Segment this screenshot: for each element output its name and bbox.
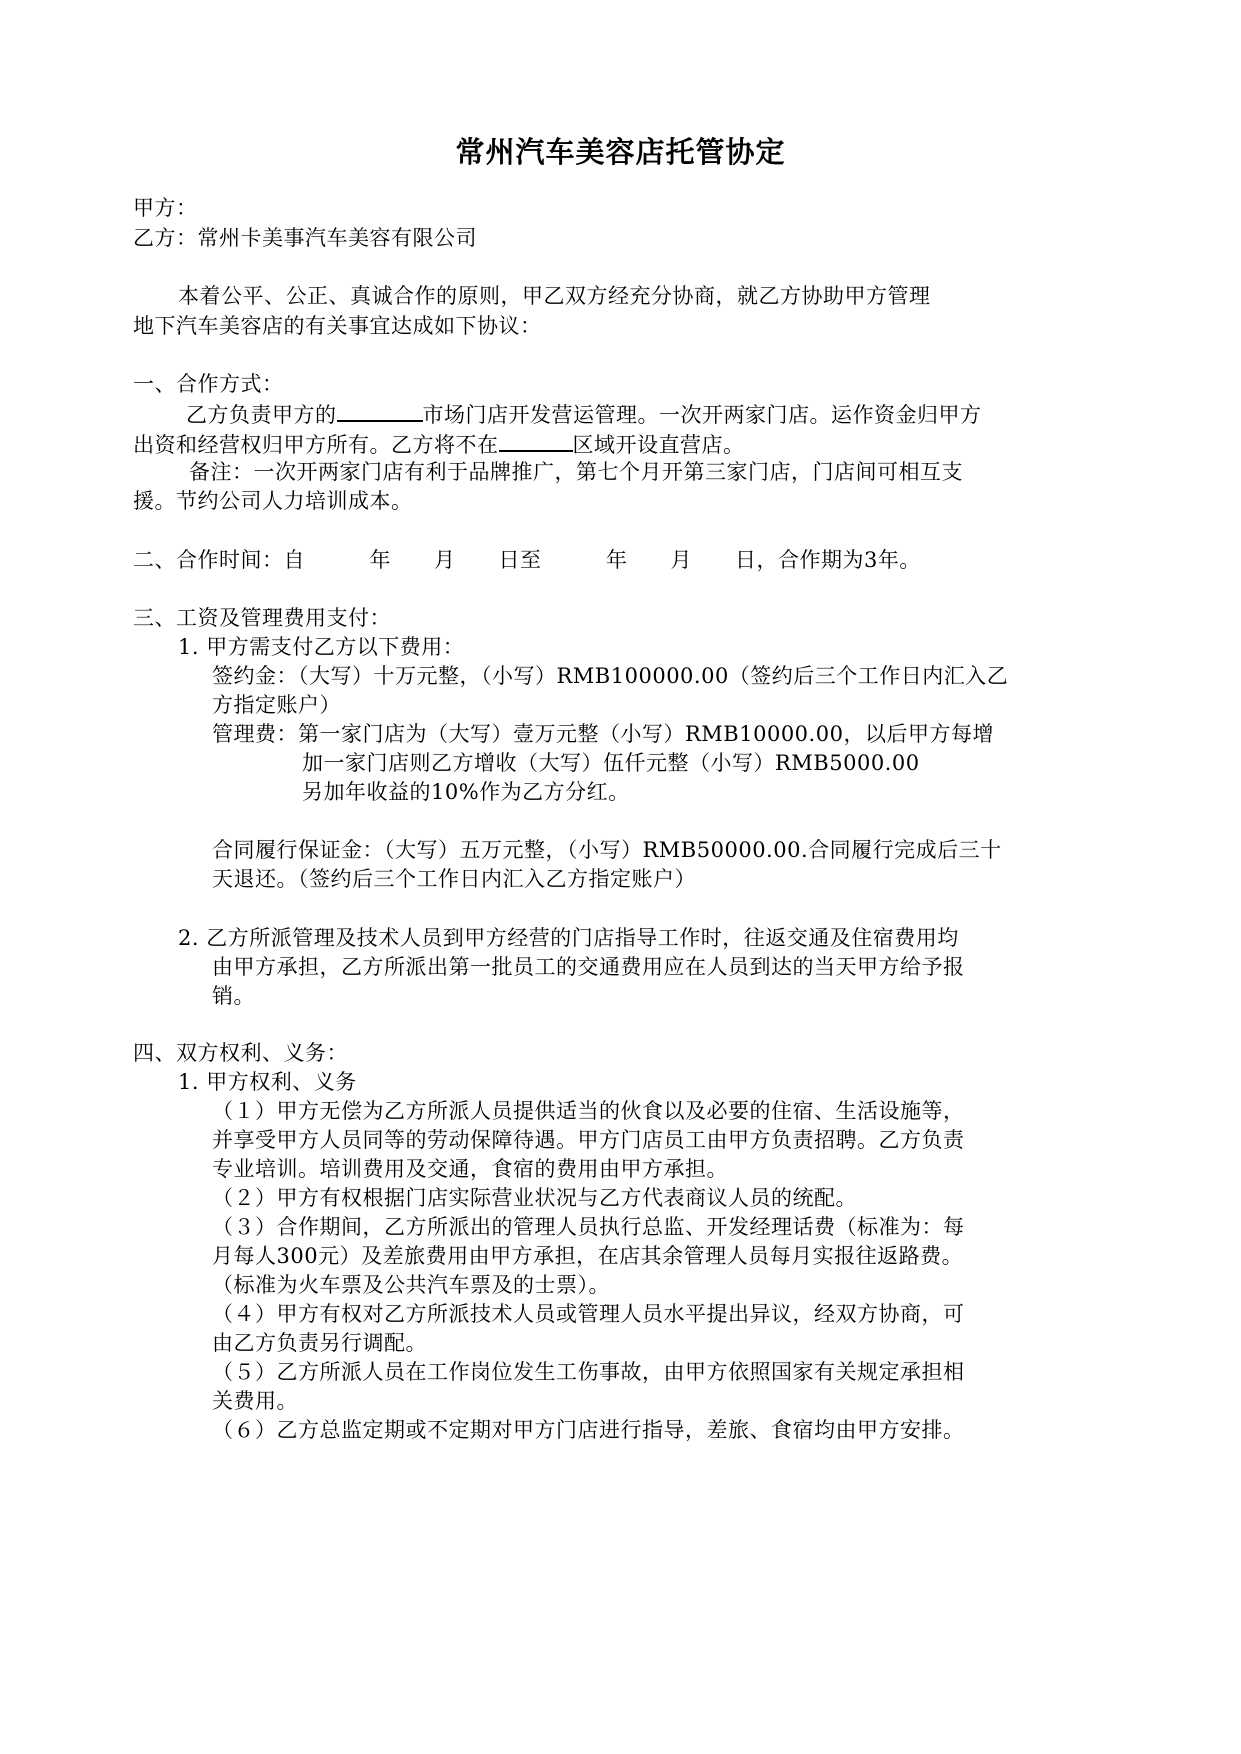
clause-3-line-3: （标准为火车票及公共汽车票及的士票）。 [212,1273,610,1297]
section-4-heading: 四、双方权利、义务： [133,1041,348,1065]
document-title: 常州汽车美容店托管协定 [455,135,786,169]
management-fee-line-3: 另加年收益的10%作为乙方分红。 [302,780,630,804]
clause-1-line-3: 专业培训。培训费用及交通，食宿的费用由甲方承担。 [212,1157,728,1181]
section-3-item-2-line-3: 销。 [212,984,255,1008]
clause-4-line-1: （４）甲方有权对乙方所派技术人员或管理人员水平提出异议，经双方协商，可 [212,1302,965,1326]
clause-3-line-2: 月每人300元）及差旅费用由甲方承担，在店其余管理人员每月实报往返路费。 [212,1244,964,1268]
intro-line-2: 地下汽车美容店的有关事宜达成如下协议： [133,314,542,338]
market-blank[interactable] [337,398,423,422]
section-3-heading: 三、工资及管理费用支付： [133,606,391,630]
clause-2-line: （２）甲方有权根据门店实际营业状况与乙方代表商议人员的统配。 [212,1186,857,1210]
section-3-item-1: 1. 甲方需支付乙方以下费用： [178,635,465,659]
section-3-item-2-line-1: 2. 乙方所派管理及技术人员到甲方经营的门店指导工作时，往返交通及住宿费用均 [178,926,959,950]
clause-5-line-1: （５）乙方所派人员在工作岗位发生工伤事故，由甲方依照国家有关规定承担相 [212,1360,965,1384]
section-2-line: 二、合作时间：自 年 月 日至 年 月 日，合作期为3年。 [133,548,921,572]
section-1-line-2-part-b: 区域开设直营店。 [572,433,745,457]
management-fee-line-1: 管理费：第一家门店为（大写）壹万元整（小写）RMB10000.00，以后甲方每增 [212,722,994,746]
section-1-note-line-2: 援。节约公司人力培训成本。 [133,489,413,513]
section-1-line-1 [186,398,982,430]
signing-fee-line-1: 签约金：（大写）十万元整，（小写）RMB100000.00（签约后三个工作日内汇入乙 [212,664,1009,688]
clause-3-line-1: （３）合作期间，乙方所派出的管理人员执行总监、开发经理话费（标准为：每 [212,1215,965,1239]
intro-line-1: 本着公平、公正、真诚合作的原则，甲乙双方经充分协商，就乙方协助甲方管理 [178,284,931,308]
party-b-line: 乙方：常州卡美事汽车美容有限公司 [133,226,477,250]
section-1-note-line-1: 备注：一次开两家门店有利于品牌推广，第七个月开第三家门店，门店间可相互支 [189,460,963,484]
section-1-line-1-part-b: 市场门店开发营运管理。一次开两家门店。运作资金归甲方 [422,403,982,427]
section-1-line-2-part-a: 出资和经营权归甲方所有。乙方将不在 [133,433,499,457]
section-4-item-1: 1. 甲方权利、义务 [178,1070,357,1094]
region-blank[interactable] [499,428,573,452]
clause-1-line-2: 并享受甲方人员同等的劳动保障待遇。甲方门店员工由甲方负责招聘。乙方负责 [212,1128,965,1152]
section-3-item-2-line-2: 由甲方承担，乙方所派出第一批员工的交通费用应在人员到达的当天甲方给予报 [212,955,965,979]
signing-fee-line-2: 方指定账户） [212,693,341,717]
party-a-line: 甲方： [133,196,198,220]
clause-4-line-2: 由乙方负责另行调配。 [212,1331,427,1355]
clause-5-line-2: 关费用。 [212,1389,298,1413]
section-1-line-1-part-a: 乙方负责甲方的 [186,403,337,427]
clause-1-line-1: （１）甲方无偿为乙方所派人员提供适当的伙食以及必要的住宿、生活设施等， [212,1099,965,1123]
deposit-line-1: 合同履行保证金：（大写）五万元整，（小写）RMB50000.00.合同履行完成后三十 [212,838,1002,862]
management-fee-line-2: 加一家门店则乙方增收（大写）伍仟元整（小写）RMB5000.00 [302,751,920,775]
deposit-line-2: 天退还。（签约后三个工作日内汇入乙方指定账户） [212,867,696,891]
clause-6-line: （６）乙方总监定期或不定期对甲方门店进行指导，差旅、食宿均由甲方安排。 [212,1418,965,1442]
section-1-heading: 一、合作方式： [133,372,284,396]
section-1-line-2 [133,428,745,460]
